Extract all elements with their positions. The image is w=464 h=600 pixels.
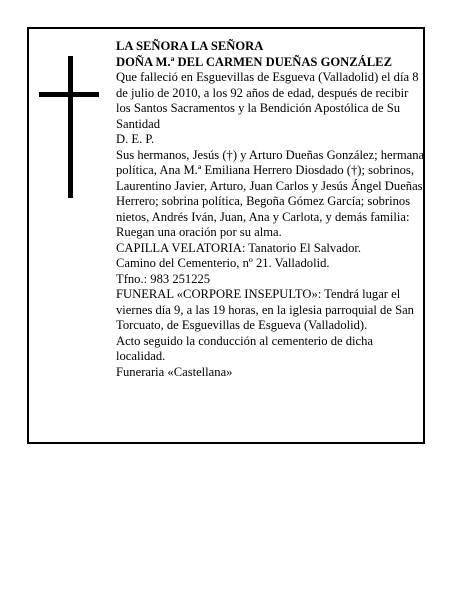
obituary-notice xyxy=(27,27,425,444)
notice-text xyxy=(116,39,425,380)
family-list: Sus hermanos, Jesús (†) y Arturo Dueñas González; hermana política, Ana M.ª Emiliana Herrero Diosdado (†); sobrinos, Laurentino Javier, Arturo, Juan Carlos y Jesús Ángel Dueñas Herrero; sobrina política, Begoña Gómez García; sobrinos nietos, Andrés Iván, Juan, Ana y Carlota, y demás familia: xyxy=(116,147,425,224)
rip-line: D. E. P. xyxy=(116,132,155,146)
wake-location: CAPILLA VELATORIA: Tanatorio El Salvador. xyxy=(116,240,362,255)
cross-horizontal-bar xyxy=(39,92,99,97)
burial-details: Acto seguido la conducción al cementerio de dicha localidad. xyxy=(116,333,374,363)
heading-line-1: LA SEÑORA LA SEÑORA xyxy=(116,39,264,53)
prayer-request: Ruegan una oración por su alma. xyxy=(116,225,282,239)
deceased-name: DOÑA M.ª DEL CARMEN DUEÑAS GONZÁLEZ xyxy=(116,54,392,69)
death-details: Que falleció en Esguevillas de Esgueva (Valladolid) el día 8 de julio de 2010, a los 92 años de edad, después de recibir los Santos Sacramentos y la Bendición Apostólica de Su Santidad xyxy=(116,70,419,131)
cross-icon xyxy=(39,56,99,198)
wake-address: Camino del Cementerio, nº 21. Valladolid. xyxy=(116,256,330,270)
funeral-home: Funeraria «Castellana» xyxy=(116,364,233,379)
cross-vertical-bar xyxy=(68,56,73,198)
phone-number: Tfno.: 983 251225 xyxy=(116,271,211,286)
funeral-details: FUNERAL «CORPORE INSEPULTO»: Tendrá lugar el viernes día 9, a las 19 horas, en la iglesia parroquial de San Torcuato, de Esguevillas de Esgueva (Valladolid). xyxy=(116,287,414,332)
